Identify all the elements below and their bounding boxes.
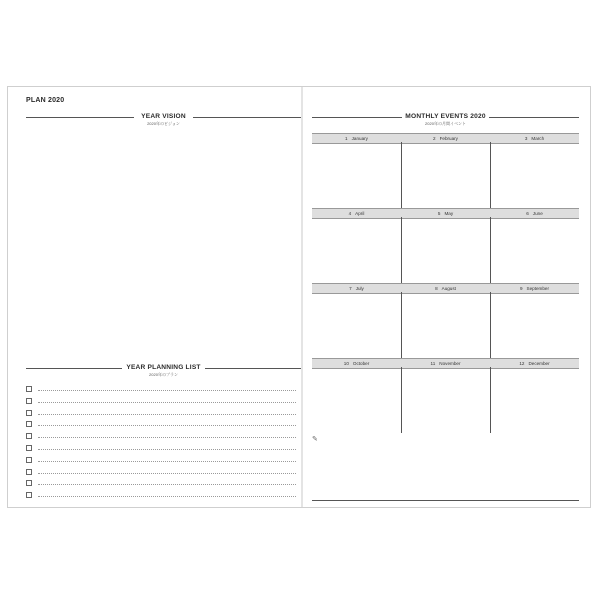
pencil-icon: ✎ [312,436,318,443]
month-cell-june[interactable] [490,208,579,285]
month-writing-area[interactable] [401,144,490,210]
plan-list-item[interactable] [26,419,296,431]
month-cell-october[interactable] [312,358,401,435]
month-name: June [532,211,543,216]
monthly-events-header [312,113,579,127]
month-name: November [439,361,461,366]
month-writing-area[interactable] [401,369,490,435]
dotted-writing-line [38,402,296,403]
memo-baseline [312,500,579,501]
month-header [312,283,401,294]
plan-list-item[interactable] [26,384,296,396]
month-cell-november[interactable] [401,358,490,435]
plan-list-item[interactable] [26,478,296,490]
month-header [490,358,579,369]
dotted-writing-line [38,437,296,438]
month-number: 9 [519,286,523,291]
month-number: 12 [519,361,525,366]
dotted-writing-line [38,449,296,450]
plan-list-item[interactable] [26,396,296,408]
month-header [312,133,401,144]
month-header [312,358,401,369]
planner-spread [7,86,591,508]
checkbox[interactable] [26,433,32,439]
year-planning-list-header [26,364,301,378]
plan-list-item[interactable] [26,467,296,479]
month-number: 5 [437,211,441,216]
checkbox[interactable] [26,492,32,498]
dotted-writing-line [38,484,296,485]
month-header [401,358,490,369]
year-vision-area[interactable] [26,131,301,361]
month-writing-area[interactable] [312,369,401,435]
month-cell-may[interactable] [401,208,490,285]
month-number: 7 [349,286,352,291]
month-writing-area[interactable] [312,144,401,210]
checkbox[interactable] [26,410,32,416]
dotted-writing-line [38,414,296,415]
month-writing-area[interactable] [401,294,490,360]
year-vision-subtitle: 2020年のビジョン [147,121,180,126]
month-name: August [441,286,456,291]
month-cell-january[interactable] [312,133,401,210]
month-header [401,208,490,219]
month-name: September [526,286,550,291]
month-cell-july[interactable] [312,283,401,360]
month-cell-december[interactable] [490,358,579,435]
dotted-writing-line [38,390,296,391]
calendar-divider [401,142,402,208]
month-number: 10 [343,361,349,366]
year-planning-list-subtitle: 2020年のプラン [149,372,178,377]
year-planning-list [26,384,296,502]
month-writing-area[interactable] [312,219,401,285]
month-header [490,208,579,219]
calendar-divider [401,292,402,358]
month-number: 1 [345,136,348,141]
monthly-events-title: MONTHLY EVENTS 2020 [402,113,488,120]
plan-list-item[interactable] [26,455,296,467]
dotted-writing-line [38,461,296,462]
checkbox[interactable] [26,398,32,404]
calendar-divider [490,142,491,208]
year-vision-header [26,113,301,127]
memo-area[interactable] [312,435,579,501]
calendar-divider [490,292,491,358]
month-number: 2 [433,136,436,141]
month-number: 8 [435,286,438,291]
checkbox[interactable] [26,469,32,475]
month-writing-area[interactable] [312,294,401,360]
month-name: May [444,211,454,216]
plan-title: PLAN 2020 [26,97,65,104]
calendar-divider [490,367,491,433]
dotted-writing-line [38,496,296,497]
month-name: March [531,136,545,141]
dotted-writing-line [38,473,296,474]
month-cell-february[interactable] [401,133,490,210]
month-name: October [352,361,370,366]
month-name: April [355,211,365,216]
month-number: 6 [526,211,529,216]
monthly-events-subtitle: 2020年の月間イベント [425,121,466,126]
checkbox[interactable] [26,480,32,486]
month-cell-april[interactable] [312,208,401,285]
month-header [490,283,579,294]
plan-list-item[interactable] [26,408,296,420]
checkbox[interactable] [26,457,32,463]
month-writing-area[interactable] [490,219,579,285]
month-writing-area[interactable] [490,294,579,360]
month-header [490,133,579,144]
calendar-divider [401,367,402,433]
month-name: January [351,136,368,141]
month-writing-area[interactable] [490,144,579,210]
month-number: 4 [348,211,352,216]
month-name: December [528,361,550,366]
month-name: February [439,136,458,141]
month-name: July [355,286,364,291]
year-vision-title: YEAR VISION [138,113,189,120]
month-cell-september[interactable] [490,283,579,360]
plan-list-item[interactable] [26,431,296,443]
checkbox[interactable] [26,445,32,451]
left-page [8,87,301,507]
year-planning-list-title: YEAR PLANNING LIST [123,364,203,371]
month-header [401,133,490,144]
month-writing-area[interactable] [490,369,579,435]
plan-list-item[interactable] [26,490,296,502]
month-header [401,283,490,294]
calendar-divider [401,217,402,283]
checkbox[interactable] [26,421,32,427]
month-number: 11 [430,361,436,366]
dotted-writing-line [38,425,296,426]
checkbox[interactable] [26,386,32,392]
calendar-divider [490,217,491,283]
month-cell-march[interactable] [490,133,579,210]
plan-list-item[interactable] [26,443,296,455]
month-cell-august[interactable] [401,283,490,360]
month-number: 3 [524,136,528,141]
month-header [312,208,401,219]
month-writing-area[interactable] [401,219,490,285]
right-page [303,87,590,507]
